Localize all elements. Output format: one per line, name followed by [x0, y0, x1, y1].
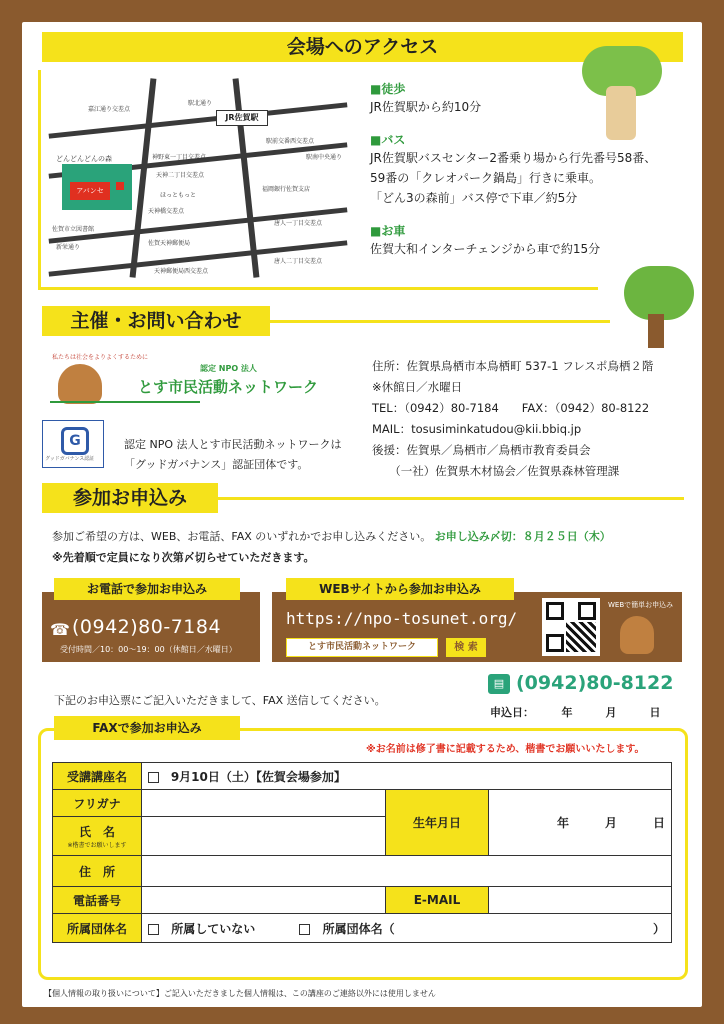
phone-apply-label: お電話で参加お申込み	[54, 578, 240, 600]
forest-label: どんどんどんの森	[56, 155, 112, 163]
form-row-course	[53, 763, 672, 790]
qr-finder-tr	[578, 602, 596, 620]
form-row-org	[53, 914, 672, 943]
good-governance-icon: G	[61, 427, 89, 455]
org-close: ）	[652, 921, 665, 936]
course-label: 受講講座名	[53, 763, 142, 790]
org-name-label: 所属団体名（	[322, 921, 395, 936]
good-governance-badge	[42, 420, 104, 468]
phone-apply-number[interactable]: (0942)80-7184	[72, 616, 222, 638]
map-label-9: 唐人一丁目交差点	[274, 220, 323, 227]
station-box: JR佐賀駅	[216, 110, 268, 126]
apply-intro	[52, 528, 611, 544]
map-label-7: 福岡銀行佐賀支店	[262, 186, 311, 193]
map-label-0: 駅北通り	[188, 100, 213, 107]
org-support-2: （一社）佐賀県木材協会／佐賀県森林管理課	[372, 464, 620, 478]
apply-title: 参加お申込み	[72, 487, 187, 509]
apply-date: 申込日： 年 月 日	[490, 706, 661, 719]
search-box[interactable]: とす市民活動ネットワーク	[286, 638, 438, 657]
course-checkbox[interactable]	[148, 772, 159, 783]
access-title: 会場へのアクセス	[286, 36, 439, 58]
furigana-field[interactable]	[142, 790, 386, 817]
org-field[interactable]	[142, 914, 672, 943]
furigana-label: フリガナ	[53, 790, 142, 817]
access-frame-line	[38, 70, 41, 290]
search-button[interactable]: 検 索	[446, 638, 486, 657]
map-label-5: 天神二丁目交差点	[156, 172, 205, 179]
bus-heading: ■バス	[370, 133, 406, 147]
email-field[interactable]	[489, 887, 672, 914]
fax-icon: ▤	[488, 674, 510, 694]
name-field[interactable]	[142, 817, 386, 856]
phone-icon: ☎	[50, 620, 70, 639]
gg-caption: グッドガバナンス認証	[45, 456, 95, 462]
bus-text-3: 「どん3の森前」バス停で下車／約5分	[370, 191, 578, 205]
bus-text-2: 59番の「クレオパーク鍋島」行きに乗車。	[370, 171, 602, 185]
fax-instruction: 下記のお申込票にご記入いただきまして、FAX 送信してください。	[54, 694, 386, 707]
address-field[interactable]	[142, 856, 672, 887]
map-label-13: 唐人二丁目交差点	[274, 258, 323, 265]
qr-finder-bl	[546, 634, 564, 652]
library-label: 佐賀市立図書館	[52, 226, 95, 233]
email-label: E-MAIL	[386, 887, 489, 914]
qr-pattern	[566, 622, 596, 652]
organizer-underline	[270, 320, 610, 323]
phone-hours: 受付時間／10：00～19：00（休館日／水曜日）	[60, 645, 237, 654]
fax-number[interactable]: (0942)80-8122	[516, 672, 674, 694]
road-v1	[130, 78, 157, 278]
name-label-cell	[53, 817, 142, 856]
qr-caption: WEBで簡単お申込み	[608, 601, 674, 609]
owl-logo-icon	[58, 364, 102, 404]
bus-text-1: JR佐賀駅バスセンター2番乗り場から行先番号58番、	[370, 151, 657, 165]
venue-sign	[116, 182, 124, 190]
gg-desc-2: 「グッドガバナンス」認証団体です。	[124, 458, 309, 471]
birth-field[interactable]	[489, 790, 672, 856]
qr-finder-tl	[546, 602, 564, 620]
org-name: とす市民活動ネットワーク	[138, 378, 319, 396]
name-note: ※楷書でお願いします	[67, 842, 127, 849]
map-label-6: ほっともっと	[160, 192, 197, 199]
org-address: 住所：佐賀県鳥栖市本鳥栖町 537-1 フレスポ鳥栖２階	[372, 359, 654, 373]
tree-trunk	[606, 86, 636, 140]
org-contact	[372, 356, 653, 482]
phone-label: 電話番号	[53, 887, 142, 914]
map-label-12: 天神郵便局西交差点	[154, 268, 209, 275]
small-tree-trunk	[648, 314, 664, 348]
birth-value: 年 月 日	[556, 816, 665, 830]
org-tel: TEL：（0942）80-7184 FAX：（0942）80-8122	[372, 401, 650, 415]
walk-heading: ■徒歩	[370, 82, 406, 96]
form-row-phone	[53, 887, 672, 914]
org-none-checkbox[interactable]	[148, 924, 159, 935]
map-label-1: 嘉江通り交差点	[88, 106, 131, 113]
name-label: 氏 名	[78, 825, 115, 839]
course-value-cell[interactable]	[142, 763, 672, 790]
apply-underline	[218, 497, 684, 500]
org-label: 所属団体名	[53, 914, 142, 943]
map-label-10: 佐賀天神郵便局	[148, 240, 191, 247]
map-label-3: 駅前交番西交差点	[266, 138, 315, 145]
small-tree-crown	[624, 266, 694, 320]
tree-character-illustration	[578, 44, 668, 144]
gg-desc-1: 認定 NPO 法人とす市民活動ネットワークは	[124, 438, 342, 451]
phone-field[interactable]	[142, 887, 386, 914]
org-tagline: 私たちは社会をよりよくするために	[52, 354, 149, 361]
fax-apply-label: FAXで参加お申込み	[54, 716, 240, 740]
map-label-11: 新栄通り	[56, 244, 81, 251]
org-mail: MAIL：tosusiminkatudou@kii.bbiq.jp	[372, 422, 582, 436]
privacy-note: 【個人情報の取り扱いについて】ご記入いただきました個人情報は、この講座のご連絡以外には使用しません	[44, 989, 436, 998]
car-text: 佐賀大和インターチェンジから車で約15分	[370, 242, 601, 256]
org-closed: ※休館日／水曜日	[372, 380, 463, 394]
qr-code[interactable]	[542, 598, 600, 656]
walk-text: JR佐賀駅から約10分	[370, 100, 482, 114]
car-heading: ■お車	[370, 224, 406, 238]
web-apply-label: WEBサイトから参加お申込み	[286, 578, 514, 600]
web-url[interactable]: https://npo-tosunet.org/	[286, 609, 518, 628]
apply-intro-2: ※先着順で定員になり次第〆切らせていただきます。	[52, 551, 315, 564]
small-tree-illustration	[620, 262, 700, 352]
road-v2	[233, 78, 260, 278]
access-map	[48, 78, 348, 278]
apply-intro-1: 参加ご希望の方は、WEB、お電話、FAX のいずれかでお申し込みください。	[52, 530, 432, 543]
owl-mascot-icon	[620, 616, 654, 654]
address-label: 住 所	[53, 856, 142, 887]
organizer-title: 主催・お問い合わせ	[70, 310, 242, 332]
org-name-underline	[50, 401, 200, 403]
map-label-4: 駅南中央通り	[306, 154, 343, 161]
map-label-8: 天神橋交差点	[148, 208, 185, 215]
form-row-address	[53, 856, 672, 887]
org-name-checkbox[interactable]	[299, 924, 310, 935]
map-label-2: 神野東一丁目交差点	[152, 154, 207, 161]
org-cert: 認定 NPO 法人	[200, 364, 257, 373]
apply-deadline: お申し込み〆切：８月２５日（木）	[434, 530, 611, 543]
course-value: 9月10日（土）【佐賀会場参加】	[170, 769, 346, 784]
form-row-furigana	[53, 790, 672, 817]
org-support-1: 後援：佐賀県／鳥栖市／鳥栖市教育委員会	[372, 443, 591, 457]
access-frame-bottom	[38, 287, 598, 290]
fax-note: ※お名前は修了書に記載するため、楷書でお願いいたします。	[366, 744, 645, 755]
application-form	[52, 762, 672, 943]
birth-label: 生年月日	[386, 790, 489, 856]
venue-marker: アバンセ	[70, 182, 110, 200]
org-none: 所属していない	[171, 921, 256, 936]
